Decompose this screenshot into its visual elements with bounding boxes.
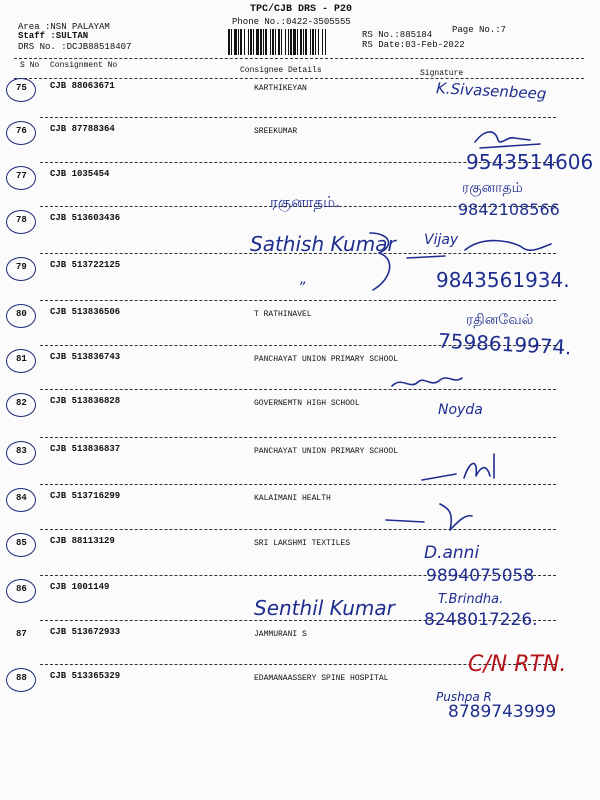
row-serial-number: 84 [16, 493, 27, 503]
row-serial-number: 81 [16, 354, 27, 364]
drs-number: DRS No. :DCJB88518407 [18, 42, 132, 52]
consignee-name: T RATHINAVEL [254, 310, 312, 319]
consignment-number: CJB 513603436 [50, 213, 121, 223]
consignment-number: CJB 1001149 [50, 582, 110, 592]
consignee-name: SRI LAKSHMI TEXTILES [254, 539, 351, 548]
consignee-name: EDAMANAASSERY SPINE HOSPITAL [254, 674, 389, 683]
consignee-name: KARTHIKEYAN [254, 84, 307, 93]
phone-row-88: 8789743999 [448, 702, 557, 722]
rs-date: RS Date:03-Feb-2022 [362, 40, 465, 50]
mark-row-79: ” [298, 280, 306, 296]
row-serial-number: 80 [16, 309, 27, 319]
consignee-name: PANCHAYAT UNION PRIMARY SCHOOL [254, 447, 399, 456]
signature-row-79: Vijay [424, 232, 459, 248]
barcode-image [228, 29, 354, 55]
consignment-number: CJB 88063671 [50, 81, 115, 91]
rs-number: RS No.:885184 [362, 30, 433, 40]
signature-row-86: T.Brindha. [438, 592, 504, 607]
row-serial-number: 77 [16, 171, 27, 181]
row-serial-number: 86 [16, 584, 27, 594]
consignee-name: GOVERNEMTN HIGH SCHOOL [254, 399, 360, 408]
signature-row-83 [420, 452, 510, 488]
row-serial-number: 78 [16, 215, 27, 225]
row-serial-number: 88 [16, 673, 27, 683]
name-row-86: Senthil Kumar [254, 596, 395, 620]
row-serial-number: 75 [16, 83, 27, 93]
consignee-name: KALAIMANI HEALTH [254, 494, 331, 503]
phone-row-79: 9843561934. [436, 268, 570, 292]
name-row-88: Pushpa R [436, 690, 492, 704]
phone-number: Phone No.:0422-3505555 [232, 17, 351, 27]
phone-row-76: 9543514606 [466, 150, 594, 174]
bracket-mark-row-79 [365, 228, 405, 298]
consignment-number: CJB 513365329 [50, 671, 121, 681]
consignment-number: CJB 513836828 [50, 396, 121, 406]
column-consignee: Consignee Details [240, 66, 322, 75]
signature-row-82: Noyda [438, 402, 483, 418]
row-separator [40, 300, 556, 301]
row-serial-number: 79 [16, 262, 27, 272]
consignment-number: CJB 1035454 [50, 169, 110, 179]
consignee-name: SREEKUMAR [254, 127, 298, 136]
page-number: Page No.:7 [452, 25, 507, 35]
staff-label: Staff :SULTAN [18, 31, 89, 41]
tamil-name-row-77: ரகுனாதம் [462, 180, 523, 196]
signature-row-85: D.anni [424, 543, 480, 563]
consignment-number: CJB 513722125 [50, 260, 121, 270]
consignment-number: CJB 513836837 [50, 444, 121, 454]
signature-row-81 [388, 370, 468, 394]
name-row-79: Sathish Kumar [250, 232, 396, 256]
area-label: Area :NSN PALAYAM [18, 22, 110, 32]
row-separator [40, 437, 556, 438]
consignment-number: CJB 87788364 [50, 124, 115, 134]
consignee-name: PANCHAYAT UNION PRIMARY SCHOOL [254, 355, 399, 364]
tamil-name-row-78: ரகுனாதம். [270, 193, 340, 211]
row-serial-number: 82 [16, 398, 27, 408]
row-serial-number: 87 [16, 629, 27, 639]
signature-row-84 [384, 500, 484, 536]
row-separator [40, 117, 556, 118]
signature-stroke-row-79 [405, 232, 555, 262]
phone-row-86: 8248017226. [424, 610, 538, 630]
row-serial-number: 83 [16, 446, 27, 456]
column-consignment: Consignment No [50, 61, 118, 70]
row-serial-number: 85 [16, 538, 27, 548]
document-title: TPC/CJB DRS - P20 [250, 4, 353, 15]
row-serial-number: 76 [16, 126, 27, 136]
signature-row-75: K.Sivasenbeeg [435, 79, 547, 103]
header-separator [14, 78, 584, 79]
consignment-number: CJB 88113129 [50, 536, 115, 546]
phone-row-85: 9894075058 [426, 566, 535, 586]
phone-row-78: 9842108566 [458, 200, 560, 219]
column-sno: S No [20, 61, 40, 70]
consignment-number: CJB 513836743 [50, 352, 121, 362]
consignee-name: JAMMURANI S [254, 630, 307, 639]
consignment-number: CJB 513716299 [50, 491, 121, 501]
column-signature: Signature [420, 69, 464, 78]
consignment-number: CJB 513836506 [50, 307, 121, 317]
consignment-number: CJB 513672933 [50, 627, 121, 637]
status-note-row-88: C/N RTN. [468, 652, 567, 677]
phone-row-80: 7598619974. [437, 328, 573, 360]
header-separator [14, 58, 584, 59]
tamil-name-row-80: ரதினவேல் [466, 312, 534, 328]
row-separator [40, 389, 556, 390]
